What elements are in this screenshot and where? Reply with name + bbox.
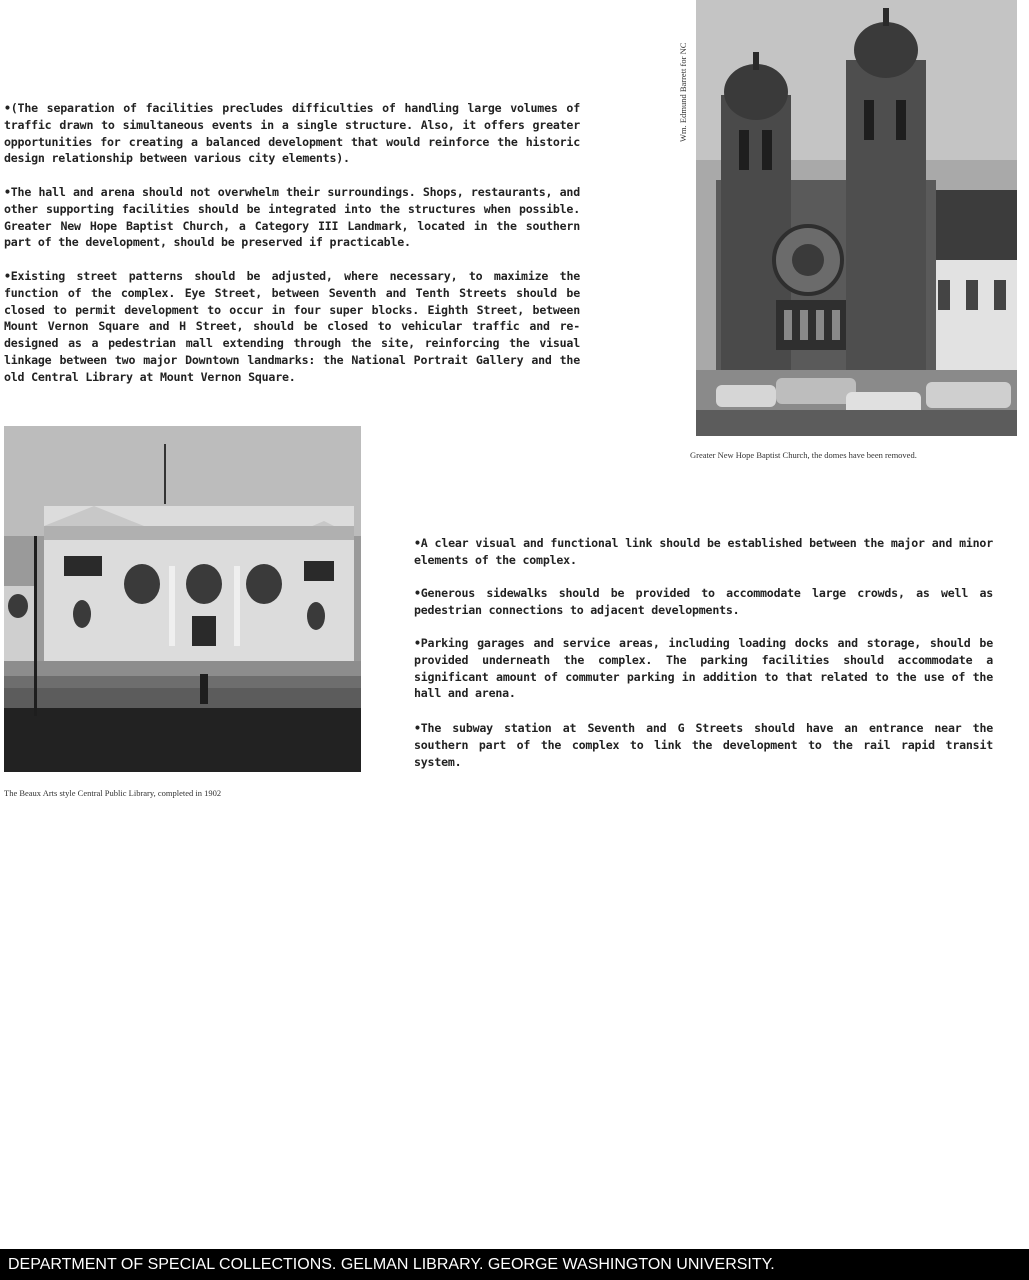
church-photo xyxy=(696,0,1017,436)
church-caption: Greater New Hope Baptist Church, the domes have been removed. xyxy=(690,450,917,460)
paragraph-parking: •Parking garages and service areas, including loading docks and storage, should be provided underneath the complex. The parking facilities should accommodate a significant amount of commuter parking in addition to that related to the use of the hall and arena. xyxy=(414,636,993,701)
photo-credit: Wm. Edmund Barrett for NC xyxy=(678,42,688,142)
paragraph-hall-and-arena: •The hall and arena should not overwhelm their surroundings. Shops, restaurants, and other supporting facilities should be integrated into the structures when possible. Greater New Hope Baptist Church, a Category III Landmark, located in the southern part of the development, should be preserved if practicable. xyxy=(4,185,580,250)
footer-text: DEPARTMENT OF SPECIAL COLLECTIONS. GELMAN LIBRARY. GEORGE WASHINGTON UNIVERSITY. xyxy=(8,1256,775,1273)
paragraph-subway: •The subway station at Seventh and G Streets should have an entrance near the southern part of the complex to link the development to the rail rapid transit system. xyxy=(414,721,993,769)
paragraph-sidewalks: •Generous sidewalks should be provided to accommodate large crowds, as well as pedestrian connections to adjacent developments. xyxy=(414,586,993,617)
paragraph-visual-link: •A clear visual and functional link should be established between the major and minor elements of the complex. xyxy=(414,536,993,567)
paragraph-street-patterns: •Existing street patterns should be adjusted, where necessary, to maximize the function of the complex. Eye Street, between Seventh and Tenth Streets should be closed to permit development to occur in four super blocks. Eighth Street, between Mount Vernon Square and H Street, should be closed to vehicular traffic and re-designed as a pedestrian mall extending through the site, reinforcing the visual linkage between two major Downtown landmarks: the National Portrait Gallery and the old Central Library at Mount Vernon Square. xyxy=(4,269,580,384)
library-caption: The Beaux Arts style Central Public Library, completed in 1902 xyxy=(4,788,222,798)
library-photo xyxy=(4,426,361,772)
footer-bar xyxy=(0,1249,1029,1280)
paragraph-separation-of-facilities: •(The separation of facilities precludes difficulties of handling large volumes of traffic drawn to simultaneous events in a single structure. Also, it offers greater opportunities for creating a balanced development that would reinforce the historic design relationship between various city elements). xyxy=(4,101,580,166)
